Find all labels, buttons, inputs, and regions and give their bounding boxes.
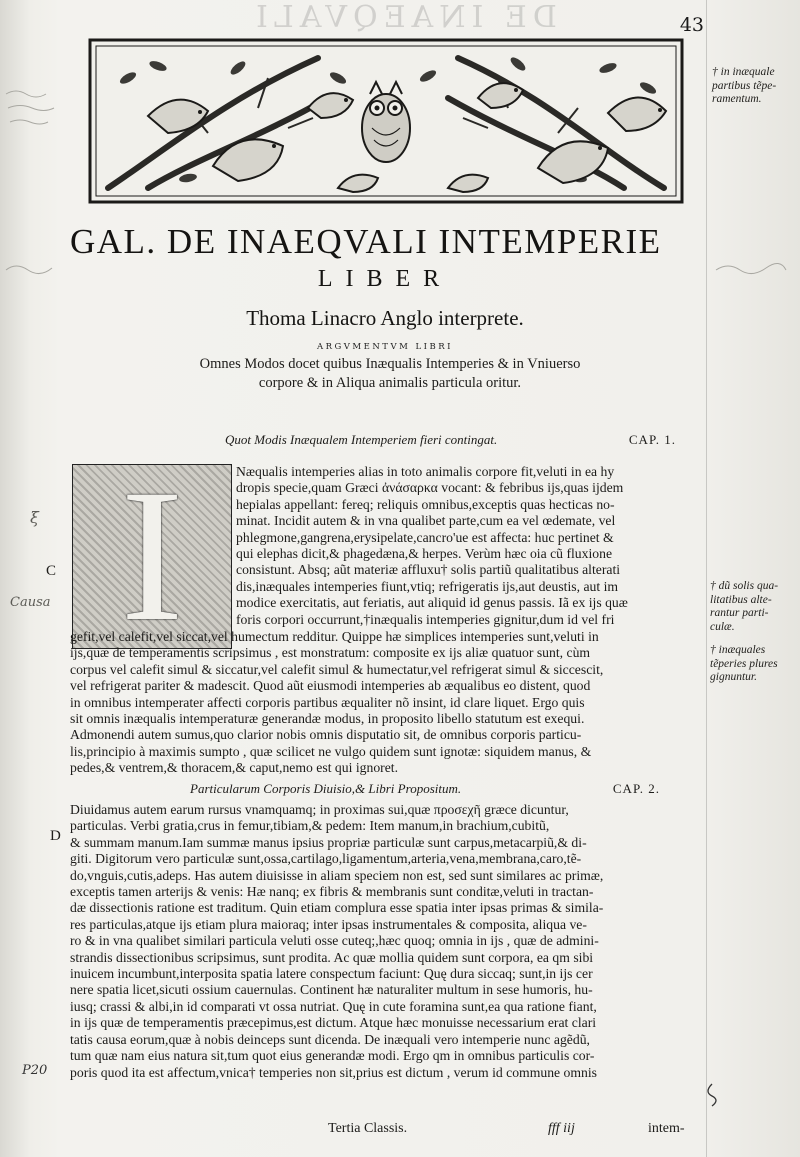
handwritten-causa: Causa bbox=[10, 595, 51, 610]
page-edge-rule bbox=[706, 0, 707, 1157]
margin-note-line: rantur parti- bbox=[710, 607, 769, 619]
text-line: hepialas appellant: fereq; reliquis omnibus,exceptis quas hecticas no- bbox=[236, 496, 615, 512]
chapter-1-text bbox=[70, 629, 684, 777]
margin-note-line: gignuntur. bbox=[710, 671, 757, 683]
margin-note-1 bbox=[710, 580, 798, 634]
text-line: exceptis tamen arterijs & venis: Hæ nanq; ex fibris & membranis sunt conditæ,veluti in tractan- bbox=[70, 884, 594, 900]
woodcut-banner bbox=[88, 38, 684, 204]
text-line: tum quæ nam eius natura sit,tum quot eius generandæ modi. Ergo qm in omnibus particulis cor- bbox=[70, 1048, 595, 1064]
margin-note-line: partibus tẽpe- bbox=[712, 79, 777, 92]
argumentum-line: Omnes Modos docet quibus Inæqualis Intemperies & in Vniuerso bbox=[199, 356, 581, 372]
margin-letter-c: C bbox=[46, 563, 57, 579]
text-line: nere spatia licet,sicuti ossium cauernulas. Continent hæ naturaliter multum in sese humoris, hu- bbox=[70, 982, 593, 998]
text-line: in ijs quæ de temperamentis præcepimus,est dictum. Atque hæc monuisse necessarium erat clari bbox=[70, 1015, 597, 1031]
text-line: minat. Incidit autem & in vna qualibet parte,cum ea vel œdemate, vel bbox=[236, 513, 616, 529]
argumentum-text bbox=[100, 355, 680, 393]
chapter-2-number: CAP. 2. bbox=[612, 781, 660, 796]
signature-mark: Tertia Classis. bbox=[328, 1121, 408, 1136]
gathering-mark: fff iij bbox=[548, 1121, 575, 1136]
text-line: consistunt. Absq; aũt materiæ affluxu† solis partiũ qualitatibus alterati bbox=[236, 562, 621, 578]
text-line: sit omnis inæqualis intemperaturæ generandæ modus, in proposito libello statutum est exequi. bbox=[70, 711, 585, 727]
liber-heading: LIBER bbox=[317, 266, 453, 292]
text-line: ijs,quæ de temperamentis scripsimus , est monstratum: composite ex ijs aliæ quatuor sunt, cùm bbox=[70, 645, 591, 661]
text-line: foris corpori occurrunt,†inæqualis intemperies gignitur,dum id vel fri bbox=[236, 611, 615, 627]
handwritten-mark: ξ bbox=[30, 508, 39, 527]
text-line: in omnibus intemperater affecti corporis partibus æqualiter nõ insint, id clare liquet. Ergo quis bbox=[70, 694, 585, 710]
faint-scribble-left-2 bbox=[2, 258, 62, 288]
book-title: GAL. DE INAEQVALI INTEMPERIE bbox=[70, 222, 662, 261]
text-line: pedes,& ventrem,& thoracem,& caput,nemo est qui ignoret. bbox=[70, 760, 399, 776]
margin-note-line: litatibus alte- bbox=[710, 593, 772, 606]
margin-note-top bbox=[712, 66, 798, 107]
text-line: dis,inæquales intemperies fiunt,vtiq; refrigeratis ijs,aut deustis, aut im bbox=[236, 578, 619, 594]
translator-line: Thoma Linacro Anglo interprete. bbox=[246, 306, 524, 330]
text-line: inuicem incumbunt,interposita spatia latere conspectum faciunt: Quę dura siccaq; sunt,in ijs cer bbox=[70, 966, 593, 982]
text-line: vel refrigerat pariter & madescit. Quod aũt eiusmodi intemperies ab æqualibus eo distent, quod bbox=[70, 678, 591, 694]
chapter-1-number: CAP. 1. bbox=[628, 432, 676, 447]
margin-note-line: † dũ solis qua- bbox=[710, 580, 779, 592]
text-line: ro & in vna qualibet similari particula veluti osse cuteq;,hæc quoq; omnia in ijs , quæ de admini- bbox=[70, 933, 599, 949]
page-number: 43 bbox=[679, 14, 704, 36]
argumentum-heading: ARGVMENTVM LIBRI bbox=[316, 342, 454, 352]
margin-note-line: † in inæquale bbox=[712, 66, 775, 78]
text-line: Admonendi autem sumus,quo clarior nobis omnis disputatio sit, de omnibus corporis particu- bbox=[70, 727, 582, 743]
page-footer bbox=[70, 1121, 710, 1141]
margin-note-line: tẽperies plures bbox=[710, 657, 778, 670]
chapter-1-indented-text bbox=[236, 464, 684, 628]
chapter-1-title: Quot Modis Inæqualem Intemperiem fieri contingat. bbox=[225, 432, 498, 447]
text-line: dropis specie,quam Græci ἀνάσαρκα vocant: & febribus ijs,quas ijdem bbox=[236, 480, 624, 496]
bleed-through-text: DE INAEQVALI bbox=[250, 0, 557, 35]
chapter-2-title: Particularum Corporis Diuisio,& Libri Propositum. bbox=[190, 781, 462, 796]
text-line: iusq; crassi & albi,in id comparati vt ossa nutriat. Quę in cute foramina sunt,ea qua ratione fiant, bbox=[70, 998, 597, 1014]
margin-note-2 bbox=[710, 644, 798, 685]
text-line: do,vnguis,cutis,adeps. Has autem diuisisse in aliam speciem non est, sed sunt similares ac primæ, bbox=[70, 867, 604, 883]
text-line: dæ dissectionis ratione est traditum. Quin etiam complura esse spatia inter ipsas primas & simila- bbox=[70, 900, 604, 916]
text-line: strandis dissectionibus scripsimus, sunt prodita. Ac quæ mollia quidem sunt corpora, ea qm sibi bbox=[70, 949, 594, 965]
text-line: res particulas,atque ijs etiam plura maioraq; inter ipsas instrumentales & composita, aliqua ve- bbox=[70, 916, 587, 932]
faint-scribble-right bbox=[712, 258, 792, 282]
catchword: intem- bbox=[648, 1121, 685, 1136]
margin-note-line: † inæquales bbox=[710, 644, 766, 656]
margin-note-line: culæ. bbox=[710, 620, 735, 633]
argumentum-line: corpore & in Aliqua animalis particula oritur. bbox=[258, 375, 522, 391]
text-line: giti. Digitorum vero particulæ sunt,ossa,cartilago,ligamentum,arteria,vena,membrana,caro,tẽ- bbox=[70, 851, 582, 867]
margin-note-line: ramentum. bbox=[712, 93, 762, 105]
initial-letter: I bbox=[120, 451, 184, 661]
text-line: gefit,vel calefit,vel siccat,vel humectum redditur. Quippe hæ simplices intemperies sunt,veluti in bbox=[70, 629, 599, 644]
text-line: Næqualis intemperies alias in toto animalis corpore fit,veluti in ea hy bbox=[236, 464, 615, 479]
text-line: tatis causa eorum,quæ à nobis deinceps sunt dicenda. De inæquali vero intemperie nunc agẽdũ, bbox=[70, 1031, 590, 1047]
text-line: qui elephas dicit,& phagedæna,& herpes. Verùm hæc oia cũ fluxione bbox=[236, 546, 613, 562]
text-line: poris quod ita est affectum,vnica† temperies non sit,prius est dictum , verum id commune omnis bbox=[70, 1064, 597, 1080]
handwritten-reference: P20 bbox=[22, 1063, 48, 1078]
text-line: lis,principio à maximis sumpto , quæ scilicet ne vulgo quidem sunt ignotæ: siquidem manus, & bbox=[70, 743, 592, 759]
text-line: corpus vel calefit simul & siccatur,vel calefit simul & humectatur,vel refrigerat simul & siccescit, bbox=[70, 661, 604, 677]
text-line: Diuidamus autem earum rursus vnamquamq; in proximas sui,quæ προσεχῆ græce dicuntur, bbox=[70, 802, 569, 817]
text-line: phlegmone,gangrena,erysipelate,cancro'ue est affecta: huc pertinet & bbox=[236, 529, 614, 545]
ink-flourish bbox=[700, 1082, 724, 1108]
text-line: particulas. Verbi gratia,crus in femur,tibiam,& pedem: Item manum,in brachium,cubitũ, bbox=[70, 818, 550, 834]
margin-letter-d: D bbox=[50, 828, 61, 844]
text-line: modice exercitatis, aut feriatis, aut aliquid id genus passis. Iã ex ijs quæ bbox=[236, 595, 628, 611]
chapter-2-text bbox=[70, 802, 684, 1081]
chapter-2-heading bbox=[70, 781, 690, 799]
decorated-initial bbox=[72, 451, 232, 661]
chapter-1-heading bbox=[70, 432, 690, 450]
faint-scribble-left bbox=[4, 84, 64, 144]
text-line: & summam manum.Iam summæ manus ipsius propriæ particulæ sunt carpus,metacarpiũ,& di- bbox=[70, 834, 587, 850]
